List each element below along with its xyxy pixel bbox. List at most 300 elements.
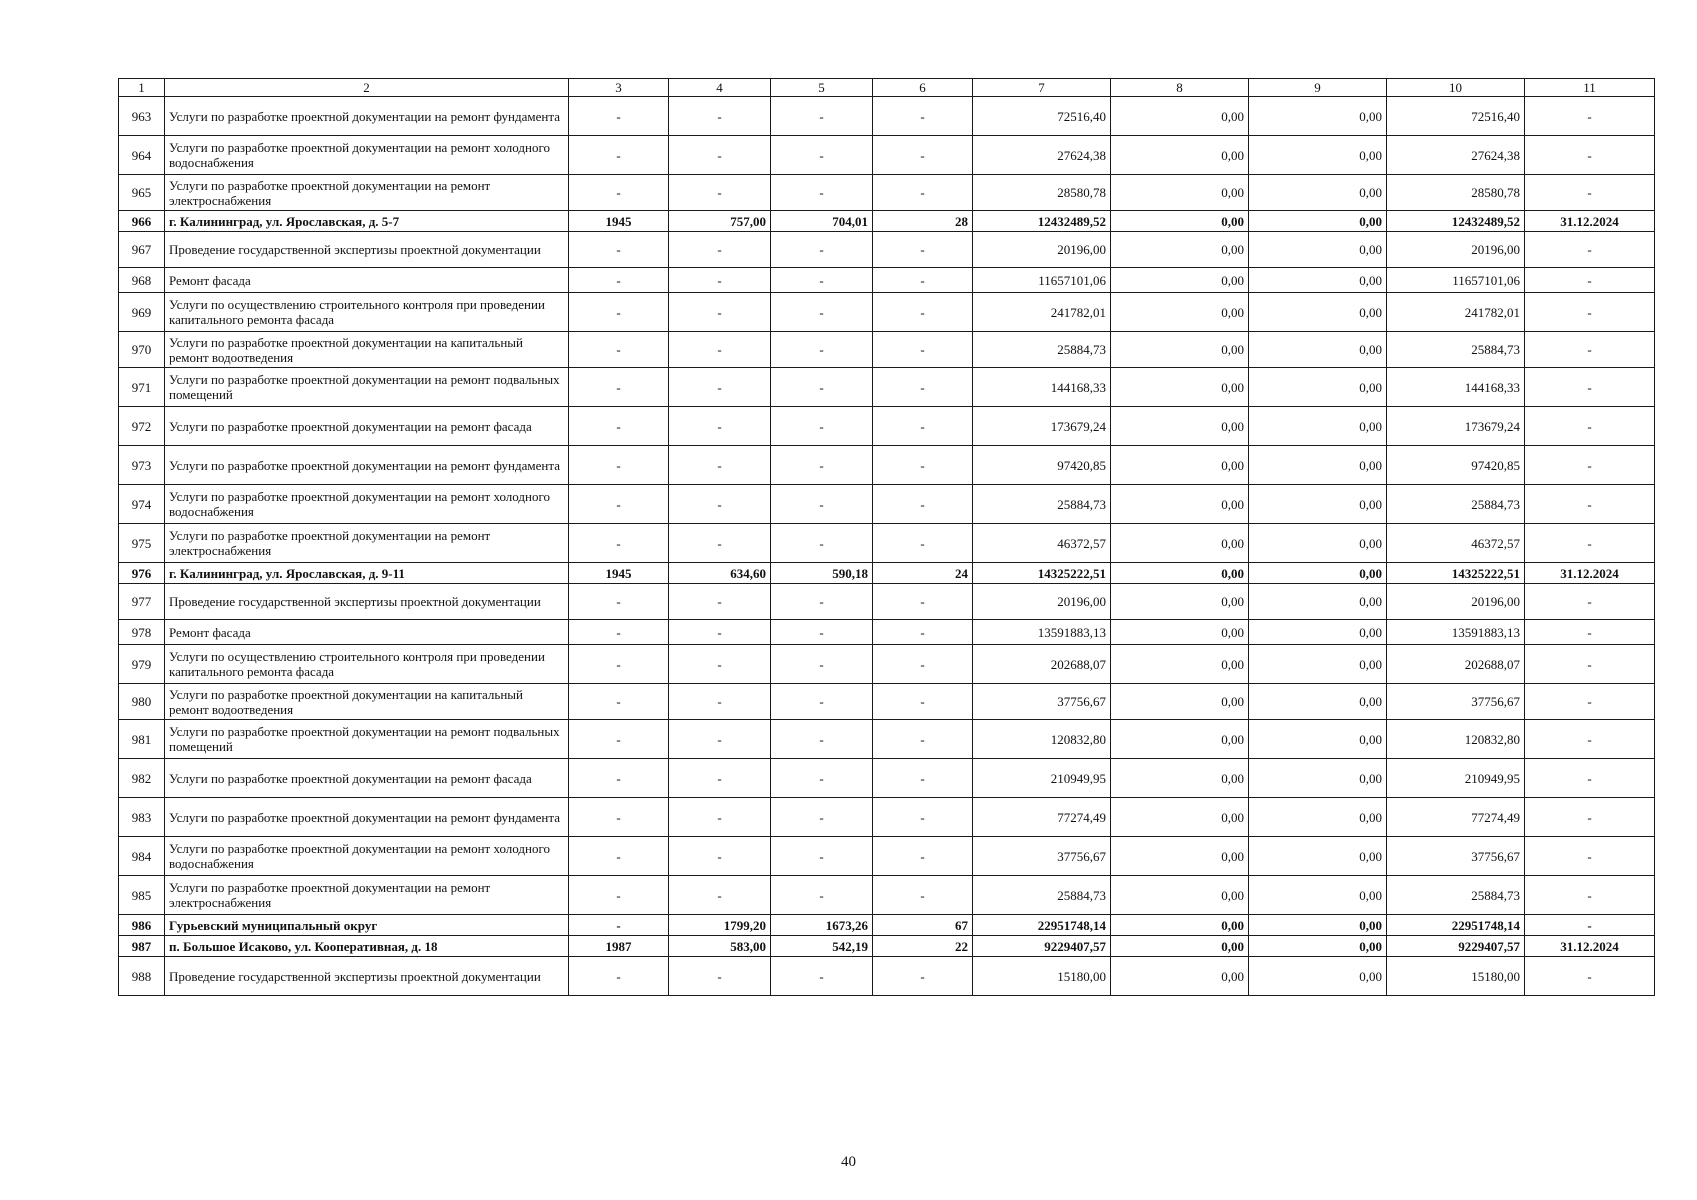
col6-cell: -: [873, 175, 973, 211]
col10-cell: 25884,73: [1387, 332, 1525, 368]
col8-cell: 0,00: [1111, 645, 1249, 684]
col3-cell: -: [569, 915, 669, 936]
col11-cell: -: [1525, 620, 1655, 645]
col3-cell: -: [569, 957, 669, 996]
col6-cell: -: [873, 684, 973, 720]
col11-cell: -: [1525, 645, 1655, 684]
col4-cell: -: [669, 268, 771, 293]
col11-cell: -: [1525, 407, 1655, 446]
item-name-cell: Услуги по разработке проектной документации на ремонт фундамента: [165, 97, 569, 136]
col6-cell: 22: [873, 936, 973, 957]
col5-cell: -: [771, 620, 873, 645]
col7-cell: 15180,00: [973, 957, 1111, 996]
col3-cell: -: [569, 268, 669, 293]
col6-cell: -: [873, 97, 973, 136]
col6-cell: -: [873, 620, 973, 645]
col10-cell: 144168,33: [1387, 368, 1525, 407]
col5-cell: 1673,26: [771, 915, 873, 936]
col11-cell: 31.12.2024: [1525, 211, 1655, 232]
col10-cell: 11657101,06: [1387, 268, 1525, 293]
table-row: [119, 957, 1655, 996]
table-row: [119, 175, 1655, 211]
col9-cell: 0,00: [1249, 97, 1387, 136]
col6-cell: -: [873, 232, 973, 268]
col4-cell: -: [669, 293, 771, 332]
col5-cell: -: [771, 645, 873, 684]
col4-cell: -: [669, 645, 771, 684]
col4-cell: -: [669, 957, 771, 996]
col10-cell: 202688,07: [1387, 645, 1525, 684]
item-name-cell: Услуги по разработке проектной документации на ремонт фасада: [165, 759, 569, 798]
col3-cell: -: [569, 407, 669, 446]
row-number-cell: 983: [119, 798, 165, 837]
col4-cell: -: [669, 136, 771, 175]
col5-cell: 704,01: [771, 211, 873, 232]
col7-cell: 14325222,51: [973, 563, 1111, 584]
item-name-cell: Услуги по разработке проектной документации на ремонт холодного водоснабжения: [165, 485, 569, 524]
col5-cell: -: [771, 136, 873, 175]
col7-cell: 25884,73: [973, 332, 1111, 368]
col6-cell: -: [873, 332, 973, 368]
item-name-cell: Ремонт фасада: [165, 268, 569, 293]
col5-cell: 590,18: [771, 563, 873, 584]
row-number-cell: 988: [119, 957, 165, 996]
col9-cell: 0,00: [1249, 759, 1387, 798]
col7-cell: 20196,00: [973, 232, 1111, 268]
col8-cell: 0,00: [1111, 175, 1249, 211]
col6-cell: -: [873, 720, 973, 759]
col10-cell: 20196,00: [1387, 232, 1525, 268]
row-number-cell: 985: [119, 876, 165, 915]
item-name-cell: Услуги по осуществлению строительного контроля при проведении капитального ремонта фасада: [165, 645, 569, 684]
table-row: [119, 620, 1655, 645]
col5-cell: -: [771, 524, 873, 563]
col3-cell: -: [569, 136, 669, 175]
col11-cell: -: [1525, 837, 1655, 876]
row-number-cell: 986: [119, 915, 165, 936]
row-number-cell: 981: [119, 720, 165, 759]
col11-cell: -: [1525, 684, 1655, 720]
row-number-cell: 969: [119, 293, 165, 332]
col9-cell: 0,00: [1249, 368, 1387, 407]
col8-cell: 0,00: [1111, 485, 1249, 524]
row-number-cell: 970: [119, 332, 165, 368]
col3-cell: 1945: [569, 211, 669, 232]
col11-cell: -: [1525, 720, 1655, 759]
col4-cell: -: [669, 232, 771, 268]
col5-cell: -: [771, 368, 873, 407]
col7-cell: 11657101,06: [973, 268, 1111, 293]
col8-cell: 0,00: [1111, 293, 1249, 332]
col10-cell: 37756,67: [1387, 684, 1525, 720]
col10-cell: 12432489,52: [1387, 211, 1525, 232]
col3-cell: -: [569, 446, 669, 485]
col8-cell: 0,00: [1111, 837, 1249, 876]
col5-cell: 542,19: [771, 936, 873, 957]
item-name-cell: г. Калининград, ул. Ярославская, д. 5-7: [165, 211, 569, 232]
col11-cell: -: [1525, 232, 1655, 268]
col9-cell: 0,00: [1249, 720, 1387, 759]
col8-cell: 0,00: [1111, 136, 1249, 175]
col3-cell: -: [569, 876, 669, 915]
col6-cell: -: [873, 798, 973, 837]
col6-cell: -: [873, 759, 973, 798]
col6-cell: -: [873, 524, 973, 563]
col4-cell: -: [669, 446, 771, 485]
col8-cell: 0,00: [1111, 876, 1249, 915]
col7-cell: 241782,01: [973, 293, 1111, 332]
col10-cell: 37756,67: [1387, 837, 1525, 876]
col4-cell: -: [669, 175, 771, 211]
document-sheet: [118, 78, 1654, 996]
header-cell: 10: [1387, 79, 1525, 97]
col8-cell: 0,00: [1111, 407, 1249, 446]
row-number-cell: 977: [119, 584, 165, 620]
col5-cell: -: [771, 97, 873, 136]
col4-cell: -: [669, 485, 771, 524]
col10-cell: 97420,85: [1387, 446, 1525, 485]
table-row: [119, 876, 1655, 915]
col3-cell: -: [569, 837, 669, 876]
col10-cell: 22951748,14: [1387, 915, 1525, 936]
data-table: [118, 78, 1655, 996]
col3-cell: -: [569, 524, 669, 563]
col9-cell: 0,00: [1249, 332, 1387, 368]
col5-cell: -: [771, 720, 873, 759]
col8-cell: 0,00: [1111, 368, 1249, 407]
col10-cell: 25884,73: [1387, 876, 1525, 915]
col9-cell: 0,00: [1249, 584, 1387, 620]
col8-cell: 0,00: [1111, 563, 1249, 584]
col6-cell: -: [873, 368, 973, 407]
col4-cell: -: [669, 684, 771, 720]
col4-cell: -: [669, 759, 771, 798]
item-name-cell: п. Большое Исаково, ул. Кооперативная, д. 18: [165, 936, 569, 957]
table-row: [119, 684, 1655, 720]
col5-cell: -: [771, 957, 873, 996]
item-name-cell: Проведение государственной экспертизы проектной документации: [165, 584, 569, 620]
col5-cell: -: [771, 293, 873, 332]
table-row: [119, 293, 1655, 332]
col4-cell: -: [669, 332, 771, 368]
col8-cell: 0,00: [1111, 957, 1249, 996]
row-number-cell: 982: [119, 759, 165, 798]
table-row: [119, 759, 1655, 798]
col5-cell: -: [771, 759, 873, 798]
table-row: [119, 232, 1655, 268]
row-number-cell: 971: [119, 368, 165, 407]
col7-cell: 72516,40: [973, 97, 1111, 136]
col7-cell: 25884,73: [973, 876, 1111, 915]
col3-cell: -: [569, 332, 669, 368]
table-row: [119, 798, 1655, 837]
col6-cell: -: [873, 876, 973, 915]
row-number-cell: 972: [119, 407, 165, 446]
col9-cell: 0,00: [1249, 936, 1387, 957]
header-cell: 6: [873, 79, 973, 97]
col6-cell: -: [873, 446, 973, 485]
col4-cell: -: [669, 620, 771, 645]
col11-cell: -: [1525, 368, 1655, 407]
col6-cell: -: [873, 485, 973, 524]
header-cell: 2: [165, 79, 569, 97]
row-number-cell: 987: [119, 936, 165, 957]
col11-cell: -: [1525, 446, 1655, 485]
col10-cell: 27624,38: [1387, 136, 1525, 175]
col7-cell: 46372,57: [973, 524, 1111, 563]
col10-cell: 77274,49: [1387, 798, 1525, 837]
row-number-cell: 975: [119, 524, 165, 563]
col7-cell: 97420,85: [973, 446, 1111, 485]
item-name-cell: Услуги по разработке проектной документации на ремонт электроснабжения: [165, 524, 569, 563]
col7-cell: 20196,00: [973, 584, 1111, 620]
col7-cell: 37756,67: [973, 837, 1111, 876]
col4-cell: 634,60: [669, 563, 771, 584]
col8-cell: 0,00: [1111, 720, 1249, 759]
col6-cell: -: [873, 136, 973, 175]
item-name-cell: Гурьевский муниципальный округ: [165, 915, 569, 936]
col10-cell: 15180,00: [1387, 957, 1525, 996]
col11-cell: -: [1525, 524, 1655, 563]
item-name-cell: Услуги по осуществлению строительного контроля при проведении капитального ремонта фасада: [165, 293, 569, 332]
col3-cell: -: [569, 798, 669, 837]
header-cell: 8: [1111, 79, 1249, 97]
col3-cell: -: [569, 620, 669, 645]
col11-cell: -: [1525, 584, 1655, 620]
row-number-cell: 968: [119, 268, 165, 293]
col10-cell: 173679,24: [1387, 407, 1525, 446]
row-number-cell: 964: [119, 136, 165, 175]
col4-cell: -: [669, 837, 771, 876]
col7-cell: 202688,07: [973, 645, 1111, 684]
col10-cell: 28580,78: [1387, 175, 1525, 211]
header-cell: 5: [771, 79, 873, 97]
col4-cell: -: [669, 876, 771, 915]
col11-cell: -: [1525, 136, 1655, 175]
col8-cell: 0,00: [1111, 268, 1249, 293]
header-cell: 3: [569, 79, 669, 97]
col8-cell: 0,00: [1111, 936, 1249, 957]
header-cell: 1: [119, 79, 165, 97]
item-name-cell: Услуги по разработке проектной документации на ремонт подвальных помещений: [165, 720, 569, 759]
col10-cell: 14325222,51: [1387, 563, 1525, 584]
item-name-cell: Проведение государственной экспертизы проектной документации: [165, 232, 569, 268]
col3-cell: -: [569, 720, 669, 759]
header-cell: 11: [1525, 79, 1655, 97]
col6-cell: -: [873, 957, 973, 996]
col9-cell: 0,00: [1249, 684, 1387, 720]
col9-cell: 0,00: [1249, 407, 1387, 446]
col3-cell: -: [569, 759, 669, 798]
header-cell: 4: [669, 79, 771, 97]
col10-cell: 13591883,13: [1387, 620, 1525, 645]
col10-cell: 72516,40: [1387, 97, 1525, 136]
col7-cell: 28580,78: [973, 175, 1111, 211]
col8-cell: 0,00: [1111, 332, 1249, 368]
col4-cell: -: [669, 368, 771, 407]
col7-cell: 210949,95: [973, 759, 1111, 798]
item-name-cell: Услуги по разработке проектной документации на ремонт фасада: [165, 407, 569, 446]
col9-cell: 0,00: [1249, 563, 1387, 584]
col4-cell: -: [669, 524, 771, 563]
row-number-cell: 980: [119, 684, 165, 720]
table-row: [119, 97, 1655, 136]
col7-cell: 77274,49: [973, 798, 1111, 837]
col3-cell: -: [569, 368, 669, 407]
col3-cell: -: [569, 293, 669, 332]
table-row: [119, 645, 1655, 684]
col3-cell: -: [569, 645, 669, 684]
col11-cell: -: [1525, 759, 1655, 798]
col9-cell: 0,00: [1249, 485, 1387, 524]
col6-cell: 28: [873, 211, 973, 232]
col11-cell: 31.12.2024: [1525, 936, 1655, 957]
row-number-cell: 984: [119, 837, 165, 876]
col6-cell: 24: [873, 563, 973, 584]
col5-cell: -: [771, 268, 873, 293]
col11-cell: -: [1525, 332, 1655, 368]
table-row: [119, 211, 1655, 232]
item-name-cell: Проведение государственной экспертизы проектной документации: [165, 957, 569, 996]
col9-cell: 0,00: [1249, 232, 1387, 268]
col11-cell: -: [1525, 97, 1655, 136]
col8-cell: 0,00: [1111, 798, 1249, 837]
col8-cell: 0,00: [1111, 232, 1249, 268]
col8-cell: 0,00: [1111, 211, 1249, 232]
row-number-cell: 976: [119, 563, 165, 584]
col3-cell: 1945: [569, 563, 669, 584]
table-row: [119, 136, 1655, 175]
col4-cell: -: [669, 97, 771, 136]
col10-cell: 20196,00: [1387, 584, 1525, 620]
col5-cell: -: [771, 232, 873, 268]
row-number-cell: 963: [119, 97, 165, 136]
col7-cell: 13591883,13: [973, 620, 1111, 645]
col9-cell: 0,00: [1249, 293, 1387, 332]
row-number-cell: 979: [119, 645, 165, 684]
page-number: 40: [841, 1154, 856, 1170]
col9-cell: 0,00: [1249, 268, 1387, 293]
col11-cell: -: [1525, 293, 1655, 332]
item-name-cell: Услуги по разработке проектной документации на капитальный ремонт водоотведения: [165, 684, 569, 720]
table-row: [119, 268, 1655, 293]
col8-cell: 0,00: [1111, 524, 1249, 563]
col11-cell: -: [1525, 915, 1655, 936]
col11-cell: -: [1525, 175, 1655, 211]
col8-cell: 0,00: [1111, 446, 1249, 485]
item-name-cell: Услуги по разработке проектной документации на ремонт холодного водоснабжения: [165, 837, 569, 876]
col6-cell: -: [873, 645, 973, 684]
table-row: [119, 332, 1655, 368]
item-name-cell: Ремонт фасада: [165, 620, 569, 645]
col7-cell: 27624,38: [973, 136, 1111, 175]
col10-cell: 120832,80: [1387, 720, 1525, 759]
col4-cell: -: [669, 407, 771, 446]
col3-cell: -: [569, 584, 669, 620]
col9-cell: 0,00: [1249, 798, 1387, 837]
col7-cell: 12432489,52: [973, 211, 1111, 232]
col3-cell: -: [569, 97, 669, 136]
col10-cell: 210949,95: [1387, 759, 1525, 798]
col5-cell: -: [771, 798, 873, 837]
row-number-cell: 974: [119, 485, 165, 524]
table-row: [119, 720, 1655, 759]
col9-cell: 0,00: [1249, 876, 1387, 915]
col7-cell: 22951748,14: [973, 915, 1111, 936]
col8-cell: 0,00: [1111, 584, 1249, 620]
col5-cell: -: [771, 837, 873, 876]
col7-cell: 144168,33: [973, 368, 1111, 407]
col10-cell: 25884,73: [1387, 485, 1525, 524]
col9-cell: 0,00: [1249, 645, 1387, 684]
col4-cell: -: [669, 720, 771, 759]
col9-cell: 0,00: [1249, 524, 1387, 563]
col5-cell: -: [771, 332, 873, 368]
table-row: [119, 936, 1655, 957]
col8-cell: 0,00: [1111, 684, 1249, 720]
col3-cell: -: [569, 684, 669, 720]
table-row: [119, 837, 1655, 876]
col9-cell: 0,00: [1249, 136, 1387, 175]
header-row: [119, 79, 1655, 97]
col7-cell: 9229407,57: [973, 936, 1111, 957]
row-number-cell: 967: [119, 232, 165, 268]
col3-cell: 1987: [569, 936, 669, 957]
col7-cell: 37756,67: [973, 684, 1111, 720]
col9-cell: 0,00: [1249, 915, 1387, 936]
col4-cell: 583,00: [669, 936, 771, 957]
col11-cell: -: [1525, 485, 1655, 524]
table-row: [119, 446, 1655, 485]
row-number-cell: 978: [119, 620, 165, 645]
col6-cell: -: [873, 584, 973, 620]
table-row: [119, 563, 1655, 584]
row-number-cell: 965: [119, 175, 165, 211]
col11-cell: -: [1525, 268, 1655, 293]
col5-cell: -: [771, 584, 873, 620]
col5-cell: -: [771, 407, 873, 446]
item-name-cell: г. Калининград, ул. Ярославская, д. 9-11: [165, 563, 569, 584]
col5-cell: -: [771, 876, 873, 915]
item-name-cell: Услуги по разработке проектной документации на ремонт фундамента: [165, 798, 569, 837]
col11-cell: -: [1525, 876, 1655, 915]
col9-cell: 0,00: [1249, 957, 1387, 996]
item-name-cell: Услуги по разработке проектной документации на ремонт холодного водоснабжения: [165, 136, 569, 175]
col6-cell: -: [873, 837, 973, 876]
item-name-cell: Услуги по разработке проектной документации на ремонт подвальных помещений: [165, 368, 569, 407]
item-name-cell: Услуги по разработке проектной документации на ремонт электроснабжения: [165, 175, 569, 211]
table-row: [119, 368, 1655, 407]
table-row: [119, 915, 1655, 936]
col8-cell: 0,00: [1111, 620, 1249, 645]
item-name-cell: Услуги по разработке проектной документации на ремонт фундамента: [165, 446, 569, 485]
col3-cell: -: [569, 232, 669, 268]
col9-cell: 0,00: [1249, 211, 1387, 232]
col8-cell: 0,00: [1111, 915, 1249, 936]
row-number-cell: 966: [119, 211, 165, 232]
col6-cell: -: [873, 407, 973, 446]
col5-cell: -: [771, 684, 873, 720]
table-row: [119, 485, 1655, 524]
col5-cell: -: [771, 175, 873, 211]
header-cell: 9: [1249, 79, 1387, 97]
col3-cell: -: [569, 485, 669, 524]
row-number-cell: 973: [119, 446, 165, 485]
table-row: [119, 524, 1655, 563]
col7-cell: 173679,24: [973, 407, 1111, 446]
item-name-cell: Услуги по разработке проектной документации на капитальный ремонт водоотведения: [165, 332, 569, 368]
col4-cell: -: [669, 798, 771, 837]
